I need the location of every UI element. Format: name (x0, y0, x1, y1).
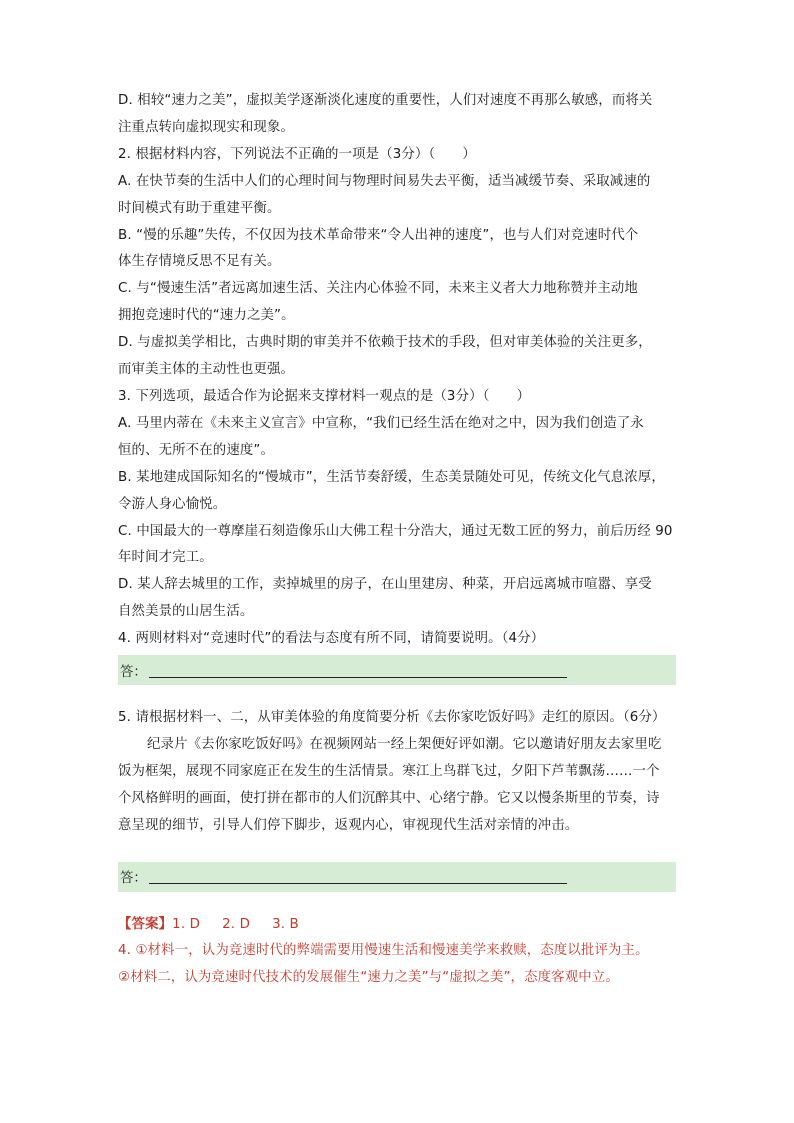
q1-option-d-line2: 注重点转向虚拟现实和现象。 (118, 119, 295, 135)
q5-stem: 5. 请根据材料一、二，从审美体验的角度简要分析《去你家吃饭好吗》走红的原因。（6分） (118, 710, 666, 726)
answer-4-part1: 4. ①材料一，认为竞速时代的弊端需要用慢速生活和慢速美学来救赎，态度以批评为主。 (118, 943, 649, 959)
q1-option-d-line1: D. 相较“速力之美”，虚拟美学逐渐淡化速度的重要性，人们对速度不再那么敏感，而将关 (118, 93, 653, 108)
q5-passage-line1: 纪录片《去你家吃饭好吗》在视频网站一经上架便好评如潮。它以邀请好朋友去家里吃 (147, 736, 662, 752)
q2-option-a-line1: A. 在快节奏的生活中人们的心理时间与物理时间易失去平衡，适当减缓节奏、采取减速的 (118, 173, 651, 189)
q5-passage-line4: 意呈现的细节，引导人们停下脚步，返观内心，审视现代生活对亲情的冲击。 (118, 817, 579, 833)
q3-option-c-line2: 年时间才完工。 (118, 550, 213, 566)
answer-key-label: 【答案】 (118, 916, 173, 932)
answer-2: 2. D (222, 916, 251, 932)
q3-option-d-line2: 自然美景的山居生活。 (118, 604, 254, 620)
q3-option-c-line1: C. 中国最大的一尊摩崖石刻造像乐山大佛工程十分浩大，通过无数工匠的努力，前后历经 90 (118, 523, 673, 539)
q2-option-c-line2: 拥抱竞速时代的“速力之美”。 (118, 308, 295, 324)
q5-passage-line2: 饭为框架，展现不同家庭正在发生的生活情景。寒江上鸟群飞过，夕阳下芦苇飘荡……一个 (118, 763, 660, 779)
q5-answer-line[interactable] (149, 869, 567, 884)
q5-passage-line3: 个风格鲜明的画面，使打拼在都市的人们沉醉其中、心绪宁静。它又以慢条斯里的节奏，诗 (118, 790, 660, 806)
q2-option-b-line1: B. “慢的乐趣”失传，不仅因为技术革命带来“令人出神的速度”，也与人们对竞速时代个 (118, 227, 639, 243)
q3-option-a-line1: A. 马里内蒂在《未来主义宣言》中宣称，“我们已经生活在绝对之中，因为我们创造了永 (118, 415, 644, 431)
answer-1: 1. D (172, 916, 201, 932)
q3-option-d-line1: D. 某人辞去城里的工作，卖掉城里的房子，在山里建房、种菜，开启远离城市喧嚣、享受 (118, 577, 652, 593)
q4-answer-line[interactable] (149, 663, 567, 678)
answer-4-part2: ②材料二，认为竞速时代技术的发展催生“速力之美”与“虚拟之美”，态度客观中立。 (118, 970, 619, 986)
q2-option-d-line1: D. 与虚拟美学相比，古典时期的审美并不依赖于技术的手段，但对审美体验的关注更多， (118, 335, 652, 351)
q2-option-c-line1: C. 与“慢速生活”者远离加速生活、关注内心体验不同，未来主义者大力地称赞并主动地 (118, 281, 638, 297)
q2-option-a-line2: 时间模式有助于重建平衡。 (118, 200, 281, 216)
q4-answer-label: 答： (120, 664, 147, 680)
q3-option-a-line2: 恒的、无所不在的速度”。 (118, 442, 275, 458)
exam-page (118, 88, 676, 992)
q3-stem: 3. 下列选项，最适合作为论据来支撑材料一观点的是（3分）（ ） (118, 388, 531, 404)
answer-3: 3. B (272, 916, 299, 932)
q3-option-b-line2: 令游人身心愉悦。 (118, 496, 227, 512)
q2-option-b-line2: 体生存情境反思不足有关。 (118, 254, 281, 270)
q4-stem: 4. 两则材料对“竞速时代”的看法与态度有所不同，请简要说明。（4分） (118, 631, 545, 647)
q2-option-d-line2: 而审美主体的主动性也更强。 (118, 362, 295, 378)
q2-stem: 2. 根据材料内容，下列说法不正确的一项是（3分）（ ） (118, 146, 476, 162)
q5-answer-label: 答： (120, 871, 147, 887)
q5-answer-box[interactable] (118, 862, 676, 892)
q4-answer-box[interactable] (118, 655, 676, 685)
q3-option-b-line1: B. 某地建成国际知名的“慢城市”，生活节奏舒缓，生态美景随处可见，传统文化气息浓厚， (118, 469, 665, 485)
answer-key-choices (118, 912, 676, 939)
